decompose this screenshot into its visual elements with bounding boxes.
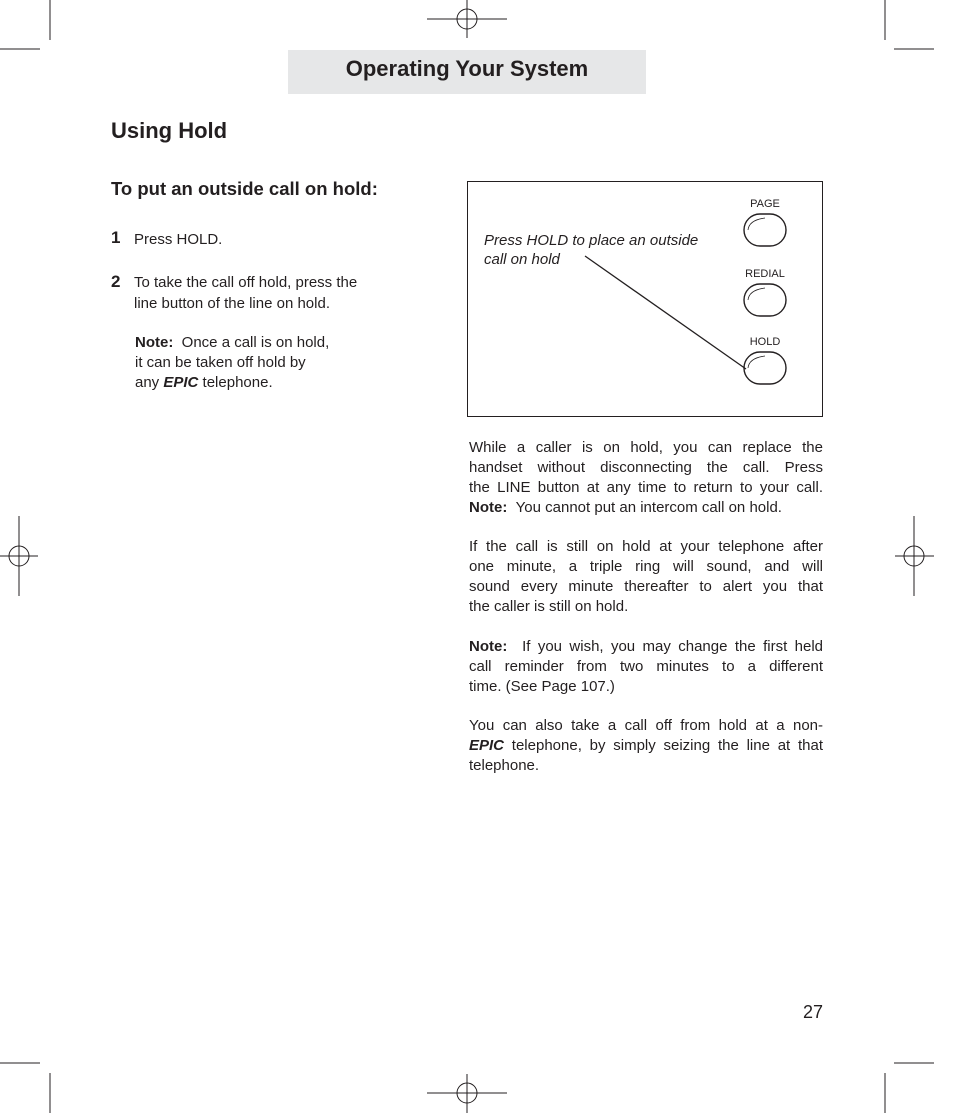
section-title: Using Hold xyxy=(111,118,228,143)
text-line: the caller is still on hold. xyxy=(469,598,629,615)
procedure-heading: To put an outside call on hold: xyxy=(111,178,378,199)
redial-button-label: REDIAL xyxy=(745,268,785,280)
hold-button xyxy=(744,352,786,384)
note-label: Note: xyxy=(469,499,508,516)
redial-button xyxy=(744,284,786,316)
text-line: You cannot put an intercom call on hold. xyxy=(515,499,782,516)
procedure-note xyxy=(135,333,329,393)
text-line: You can also take a call off from hold at a non- xyxy=(469,717,823,734)
step-2-line: line button of the line on hold. xyxy=(134,295,330,312)
note-label: Note: xyxy=(135,334,174,351)
step-2-line: To take the call off hold, press the xyxy=(134,274,358,291)
callout-line: call on hold xyxy=(484,251,560,268)
brand-epic: EPIC xyxy=(163,374,199,391)
callout-line: Press HOLD to place an outside xyxy=(484,232,699,249)
paragraph-reminder-note xyxy=(469,637,823,697)
text-line: telephone. xyxy=(469,757,540,774)
note-label: Note: xyxy=(469,638,508,655)
page-button-label: PAGE xyxy=(750,198,780,210)
page-number: 27 xyxy=(802,1002,823,1022)
text-line: sound every minute thereafter to alert you that xyxy=(469,578,823,595)
header-bar xyxy=(288,50,646,94)
text-line: handset without disconnecting the call. Press xyxy=(469,459,823,476)
text-line: time. (See Page 107.) xyxy=(469,678,615,695)
callout-leader-line xyxy=(585,256,746,369)
diagram-callout xyxy=(484,231,734,269)
phone-button-diagram xyxy=(467,181,823,417)
text-line: the LINE button at any time to return to your call. xyxy=(469,479,823,496)
step-1 xyxy=(111,228,120,248)
step-2 xyxy=(111,272,120,292)
diagram-graphics xyxy=(468,182,824,418)
note-line: telephone. xyxy=(202,374,273,391)
note-line: any xyxy=(135,374,160,391)
step-number: 2 xyxy=(111,272,121,291)
text-line: If you wish, you may change the first held xyxy=(522,638,823,655)
text-line: While a caller is on hold, you can replace the xyxy=(469,439,823,456)
hold-button-label: HOLD xyxy=(749,336,781,348)
note-line: Once a call is on hold, xyxy=(181,334,330,351)
step-2-text xyxy=(134,272,357,314)
step-1-text: Press HOLD. xyxy=(134,231,223,248)
step-number: 1 xyxy=(111,228,121,247)
text-line: call reminder from two minutes to a different xyxy=(469,658,823,675)
text-line: one minute, a triple ring will sound, and will xyxy=(469,558,823,575)
page-title: Operating Your System xyxy=(345,56,589,81)
page-button xyxy=(744,214,786,246)
paragraph-hold-handset xyxy=(469,438,823,518)
text-line: If the call is still on hold at your telephone after xyxy=(469,538,823,555)
note-line: it can be taken off hold by xyxy=(135,354,306,371)
text-line: telephone, by simply seizing the line at that xyxy=(511,737,823,754)
paragraph-non-epic xyxy=(469,716,823,776)
paragraph-hold-reminder xyxy=(469,537,823,617)
brand-epic: EPIC xyxy=(469,737,505,754)
